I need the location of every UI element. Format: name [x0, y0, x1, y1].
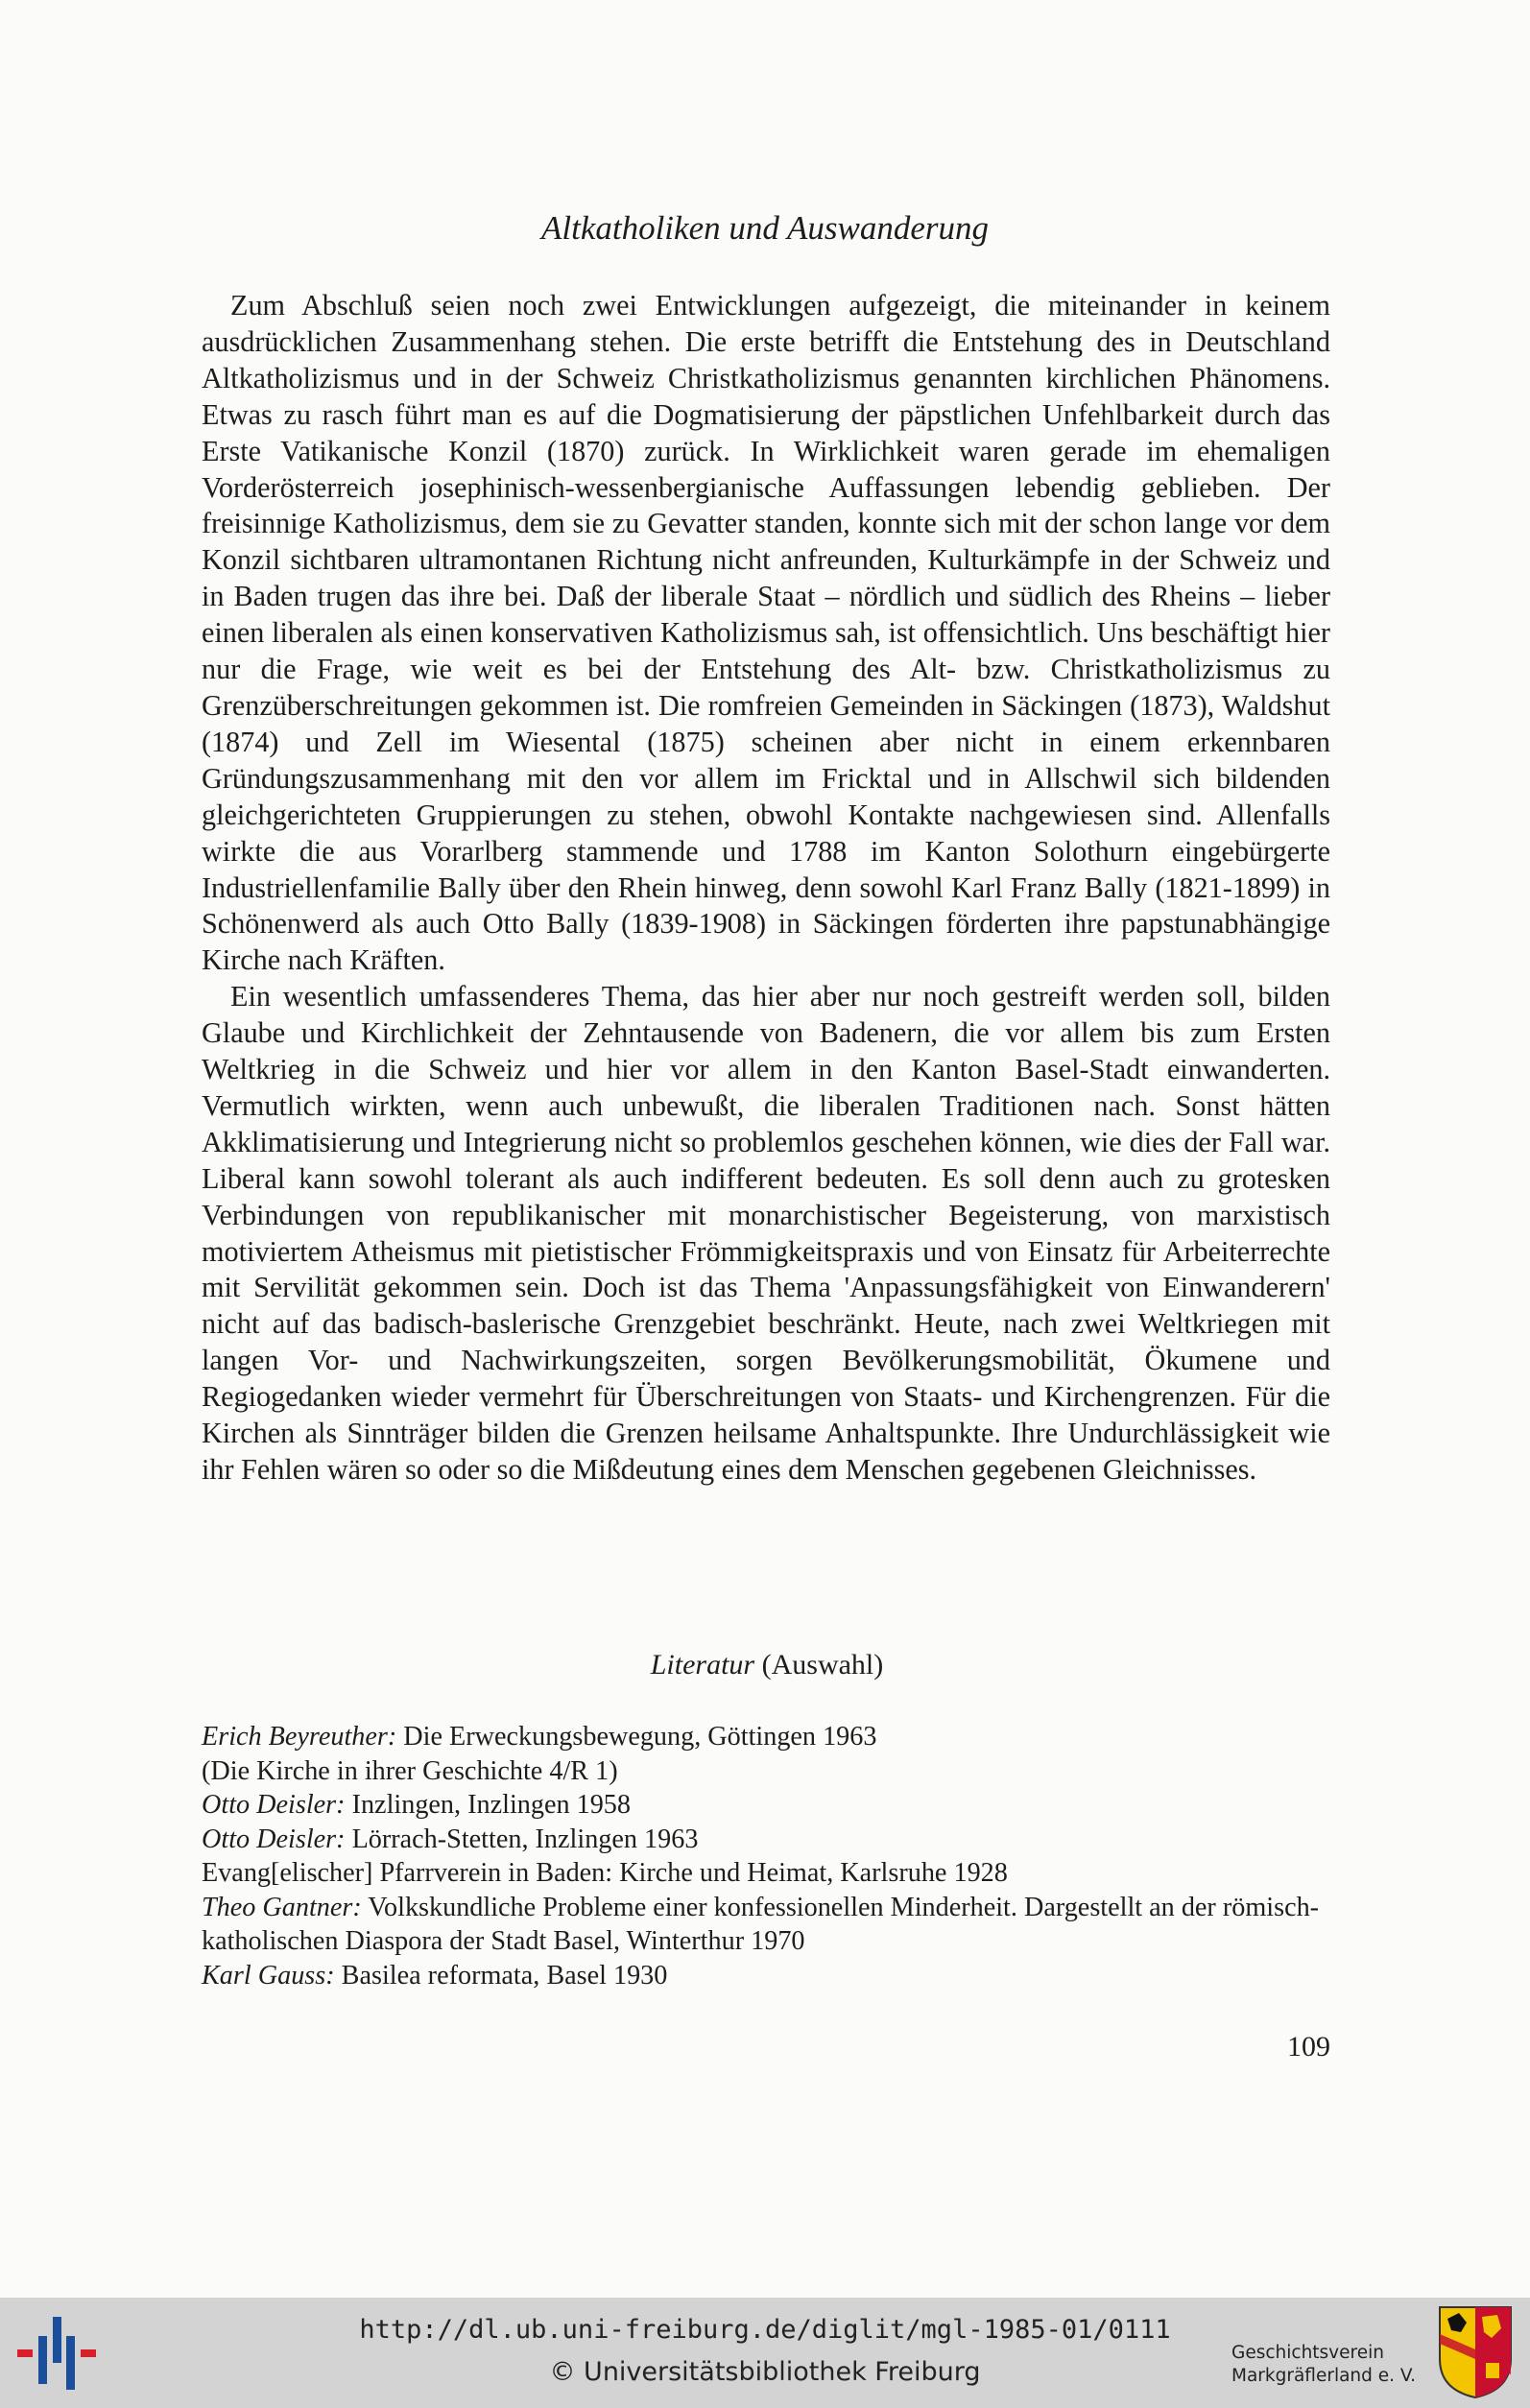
literature-entry [202, 1891, 1334, 1959]
body-text [202, 288, 1330, 1489]
literature-title: (Die Kirche in ihrer Geschichte 4/R 1) [202, 1755, 618, 1786]
section-heading: Altkatholiken und Auswanderung [541, 209, 989, 247]
literature-list [202, 1720, 1334, 1992]
footer-bar [0, 2298, 1530, 2408]
society-name-line1: Geschichtsverein [1231, 2343, 1384, 2363]
literature-entry [202, 1823, 1334, 1857]
society-name [1231, 2342, 1423, 2388]
literature-author: Theo Gantner: [202, 1892, 362, 1922]
literature-entry [202, 1856, 1334, 1891]
literature-heading [0, 1649, 1530, 1681]
literature-title: Volkskundliche Probleme einer konfessionellen Minderheit. Dargestellt an der römisch-katholischen Diaspora der Stadt Basel, Winterthur 1970 [202, 1892, 1320, 1956]
literature-entry [202, 1959, 1334, 1993]
literature-title: Evang[elischer] Pfarrverein in Baden: Kirche und Heimat, Karlsruhe 1928 [202, 1858, 1008, 1888]
paragraph-1: Zum Abschluß seien noch zwei Entwicklungen aufgezeigt, die miteinander in keinem ausdrücklichen Zusammenhang stehen. Die erste betrifft die Entstehung des in Deutschland Altkatholizismus und in der Schweiz Christkatholizismus genannten kirchlichen Phänomens. Etwas zu rasch führt man es auf die Dogmatisierung der päpstlichen Unfehlbarkeit durch das Erste Vatikanische Konzil (1870) zurück. In Wirklichkeit waren gerade im ehemaligen Vorderösterreich josephinisch-wessenbergianische Auffassungen lebendig geblieben. Der freisinnige Katholizismus, dem sie zu Gevatter standen, konnte sich mit der schon lange vor dem Konzil sichtbaren ultramontanen Richtung nicht anfreunden, Kulturkämpfe in der Schweiz und in Baden trugen das ihre bei. Daß der liberale Staat – nördlich und südlich des Rheins – lieber einen liberalen als einen konservativen Katholizismus sah, ist offensichtlich. Uns beschäftigt hier nur die Frage, wie weit es bei der Entstehung des Alt- bzw. Christkatholizismus zu Grenzüberschreitungen gekommen ist. Die romfreien Gemeinden in Säckingen (1873), Waldshut (1874) und Zell im Wiesental (1875) scheinen aber nicht in einem erkennbaren Gründungszusammenhang mit den vor allem im Fricktal und in Allschwil sich bildenden gleichgerichteten Gruppierungen zu stehen, obwohl Kontakte nachgewiesen sind. Allenfalls wirkte die aus Vorarlberg stammende und 1788 im Kanton Solothurn eingebürgerte Industriellenfamilie Bally über den Rhein hinweg, denn sowohl Karl Franz Bally (1821-1899) in Schönenwerd als auch Otto Bally (1839-1908) in Säckingen förderten ihre papstunabhängige Kirche nach Kräften. [202, 289, 1330, 977]
page-number: 109 [1287, 2031, 1330, 2062]
literature-title: Lörrach-Stetten, Inzlingen 1963 [345, 1824, 699, 1854]
literature-title: Die Erweckungsbewegung, Göttingen 1963 [396, 1722, 877, 1752]
paragraph-2: Ein wesentlich umfassenderes Thema, das hier aber nur noch gestreift werden soll, bilden Glaube und Kirchlichkeit der Zehntausende von Badenern, die vor allem bis zum Ersten Weltkrieg in die Schweiz und hier vor allem in den Kanton Basel-Stadt einwanderten. Vermutlich wirkten, wenn auch unbewußt, die liberalen Traditionen nach. Sonst hätten Akklimatisierung und Integrierung nicht so problemlos geschehen können, wie dies der Fall war. Liberal kann sowohl tolerant als auch indifferent bedeuten. Es soll denn auch zu grotesken Verbindungen von republikanischer mit monarchistischer Begeisterung, von marxistisch motiviertem Atheismus mit pietistischer Frömmigkeitspraxis und von Einsatz für Arbeiterrechte mit Servilität gekommen sein. Doch ist das Thema 'Anpassungsfähigkeit von Einwanderern' nicht auf das badisch-baslerische Grenzgebiet beschränkt. Heute, nach zwei Weltkriegen mit langen Vor- und Nachwirkungszeiten, sorgen Bevölkerungsmobilität, Ökumene und Regiogedanken wieder vermehrt für Überschreitungen von Staats- und Kirchengrenzen. Für die Kirchen als Sinnträger bilden die Grenzen heilsame Anhaltspunkte. Ihre Undurchlässigkeit wie ihr Fehlen wären so oder so die Mißdeutung eines dem Menschen gegebenen Gleichnisses. [202, 980, 1330, 1486]
literature-title: Basilea reformata, Basel 1930 [334, 1960, 668, 1991]
literature-heading-subtitle: (Auswahl) [754, 1649, 884, 1681]
literature-heading-title: Literatur [650, 1649, 755, 1681]
footer-url[interactable]: http://dl.ub.uni-freiburg.de/diglit/mgl-1985-01/0111 [359, 2315, 1171, 2345]
literature-author: Erich Beyreuther: [202, 1722, 397, 1752]
literature-author: Otto Deisler: [202, 1790, 346, 1820]
literature-author: Karl Gauss: [202, 1960, 335, 1991]
literature-author: Otto Deisler: [202, 1824, 346, 1854]
literature-entry [202, 1754, 1334, 1789]
literature-title: Inzlingen, Inzlingen 1958 [345, 1790, 631, 1820]
footer-copyright: © Universitätsbibliothek Freiburg [549, 2357, 981, 2387]
coat-of-arms-icon [1438, 2305, 1513, 2399]
literature-entry [202, 1720, 1334, 1754]
society-name-line2: Markgräflerland e. V. [1231, 2366, 1417, 2386]
literature-entry [202, 1788, 1334, 1823]
